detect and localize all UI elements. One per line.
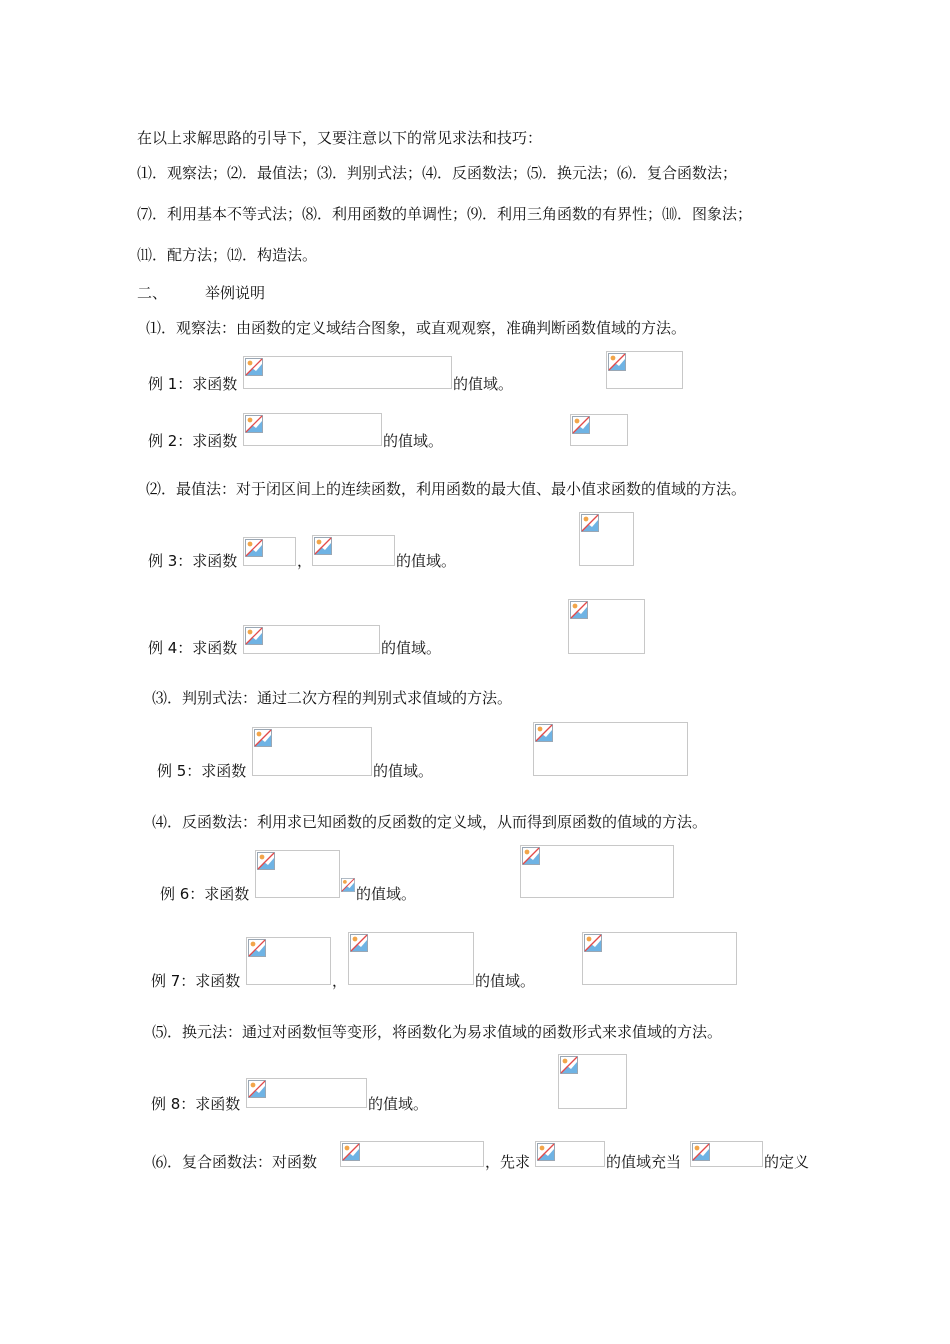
broken-image-icon [314,537,332,555]
method-4-heading: ⑷．反函数法：利用求已知函数的反函数的定义域，从而得到原函数的值域的方法。 [152,813,708,831]
broken-image-icon [535,724,553,742]
comma: ， [297,552,313,570]
broken-image-icon [350,934,368,952]
broken-image-icon [341,878,355,892]
intro-text: 在以上求解思路的引导下，又要注意以下的常见求法和技巧： [137,129,543,147]
section-title: 举例说明 [205,284,266,302]
range-suffix: 的值域。 [396,552,457,570]
answer-image [582,932,737,985]
method-1-heading: ⑴．观察法：由函数的定义域结合图象，或直观观察，准确判断函数值域的方法。 [146,319,687,337]
methods-line-2: ⑺．利用基本不等式法；⑻．利用函数的单调性；⑼．利用三角函数的有界性；⑽．图象法； [137,205,753,223]
answer-image [570,414,628,446]
broken-image-icon [245,358,263,376]
range-suffix: 的值域。 [356,885,417,903]
broken-image-icon [522,847,540,865]
comma: ， [332,972,348,990]
broken-image-icon [692,1143,710,1161]
broken-image-icon [584,934,602,952]
example-5-label: 例 5：求函数 [157,762,247,780]
range-suffix: 的值域。 [453,375,514,393]
broken-image-icon [572,416,590,434]
example-4-label: 例 4：求函数 [148,639,238,657]
method-5-heading: ⑸．换元法：通过对函数恒等变形，将函数化为易求值域的函数形式来求值域的方法。 [152,1023,723,1041]
method-6-text-c: 的值域充当 [606,1153,682,1171]
example-3-label: 例 3：求函数 [148,552,238,570]
formula-image [348,932,474,985]
formula-image [690,1141,763,1167]
method-6-text-b: ，先求 [485,1153,531,1171]
range-suffix: 的值域。 [368,1095,429,1113]
method-2-heading: ⑵．最值法：对于闭区间上的连续函数，利用函数的最大值、最小值求函数的值域的方法。 [146,480,747,498]
broken-image-icon [570,601,588,619]
broken-image-icon [560,1056,578,1074]
methods-line-3: ⑾．配方法；⑿．构造法。 [137,246,318,264]
formula-image [341,878,355,898]
answer-image [533,722,688,776]
methods-line-1: ⑴．观察法；⑵．最值法；⑶．判别式法；⑷．反函数法；⑸．换元法；⑹．复合函数法； [137,164,738,182]
broken-image-icon [245,539,263,557]
formula-image [340,1141,484,1167]
answer-image [579,512,634,566]
answer-image [606,351,683,389]
broken-image-icon [245,415,263,433]
broken-image-icon [248,1080,266,1098]
answer-image [558,1054,627,1109]
broken-image-icon [608,353,626,371]
broken-image-icon [245,627,263,645]
answer-image [520,845,674,898]
formula-image [243,625,380,654]
broken-image-icon [537,1143,555,1161]
method-3-heading: ⑶．判别式法：通过二次方程的判别式求值域的方法。 [152,689,513,707]
formula-image [252,727,372,776]
example-6-label: 例 6：求函数 [160,885,250,903]
example-7-label: 例 7：求函数 [151,972,241,990]
example-8-label: 例 8：求函数 [151,1095,241,1113]
formula-image [243,356,452,389]
formula-image [246,1078,367,1108]
broken-image-icon [342,1143,360,1161]
range-suffix: 的值域。 [475,972,536,990]
broken-image-icon [581,514,599,532]
section-number: 二、 [137,284,168,302]
broken-image-icon [248,939,266,957]
method-6-text-a: ⑹．复合函数法：对函数 [152,1153,318,1171]
example-1-label: 例 1：求函数 [148,375,238,393]
formula-image [243,413,382,446]
broken-image-icon [254,729,272,747]
range-suffix: 的值域。 [383,432,444,450]
formula-image [246,937,331,985]
formula-image [535,1141,605,1167]
formula-image [312,535,395,566]
answer-image [568,599,645,654]
example-2-label: 例 2：求函数 [148,432,238,450]
formula-image [243,537,296,566]
range-suffix: 的值域。 [381,639,442,657]
range-suffix: 的值域。 [373,762,434,780]
broken-image-icon [257,852,275,870]
formula-image [255,850,340,898]
method-6-text-d: 的定义 [764,1153,810,1171]
